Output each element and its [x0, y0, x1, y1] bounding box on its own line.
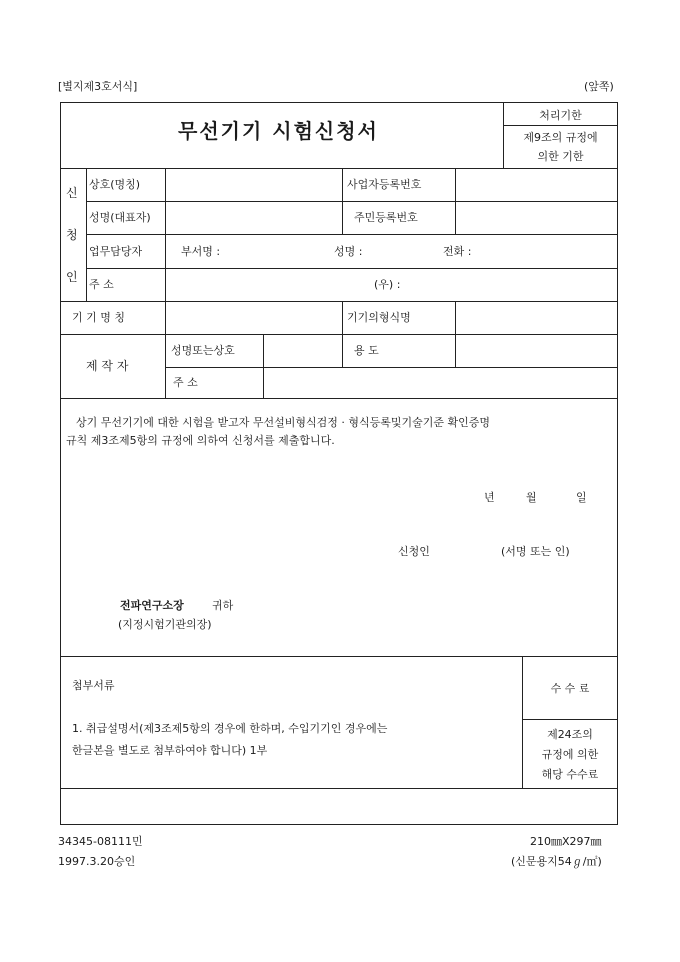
addressee-honorific: 귀하: [212, 599, 234, 612]
front-side-label: (앞쪽): [584, 80, 614, 93]
designated-agency-label: (지정시험기관의장): [118, 618, 212, 631]
applicant-signature-label: 신청인: [398, 545, 430, 558]
signature-or-seal-label: (서명 또는 인): [501, 545, 570, 558]
date-day: 일: [576, 491, 587, 504]
usage-label: 용 도: [354, 344, 379, 357]
paper-type: (신문용지54ℊ/㎡): [511, 855, 602, 868]
contact-person-label: 업무담당자: [89, 245, 143, 258]
biz-reg-no-label: 사업자등록번호: [347, 178, 422, 191]
maker-address-label: 주 소: [173, 376, 198, 389]
form-title: 무선기기 시험신청서: [178, 119, 379, 143]
device-model-label: 기기의형식명: [347, 311, 411, 324]
deadline-line1: 제9조의 규정에: [523, 131, 598, 144]
form-code: 34345-08111민: [58, 835, 143, 848]
declaration-line1: 상기 무선기기에 대한 시험을 받고자 무선설비형식검정 · 형식등록및기술기준 확인증명: [76, 416, 491, 429]
applicant-char-3: 인: [66, 270, 78, 284]
addressee-title: 전파연구소장: [120, 599, 184, 612]
declaration-line2: 규칙 제3조제5항의 규정에 의하여 신청서를 제출합니다.: [66, 434, 335, 447]
fee-line2: 규정에 의한: [541, 748, 599, 761]
contact-name-label: 성명 :: [334, 245, 363, 258]
attachment-item-line2: 한글본을 별도로 첨부하여야 합니다) 1부: [72, 744, 268, 757]
attachment-item-line1: 1. 취급설명서(제3조제5항의 경우에 한하며, 수입기기인 경우에는: [72, 722, 388, 735]
fee-line3: 해당 수수료: [541, 768, 599, 781]
postal-code-label: (우) :: [374, 278, 401, 291]
attachments-label: 첨부서류: [72, 679, 115, 692]
date-month: 월: [526, 491, 537, 504]
resident-reg-no-label: 주민등록번호: [354, 211, 418, 224]
approval-date: 1997.3.20승인: [58, 855, 136, 868]
dept-label: 부서명 :: [181, 245, 221, 258]
phone-label: 전화 :: [443, 245, 472, 258]
applicant-char-2: 청: [66, 228, 78, 242]
deadline-label: 처리기한: [539, 109, 582, 122]
maker-label: 제 작 자: [86, 359, 129, 373]
form-number-label: [별지제3호서식]: [58, 80, 138, 93]
maker-name-label: 성명또는상호: [171, 344, 235, 357]
representative-label: 성명(대표자): [89, 211, 151, 224]
fee-line1: 제24조의: [547, 728, 593, 741]
device-name-label: 기 기 명 칭: [72, 311, 125, 324]
address-label: 주 소: [89, 278, 114, 291]
fee-label: 수 수 료: [550, 682, 590, 695]
trade-name-label: 상호(명칭): [89, 178, 141, 191]
deadline-line2: 의한 기한: [537, 150, 584, 163]
applicant-char-1: 신: [66, 186, 78, 200]
paper-size: 210㎜X297㎜: [530, 835, 602, 848]
date-year: 년: [484, 491, 495, 504]
